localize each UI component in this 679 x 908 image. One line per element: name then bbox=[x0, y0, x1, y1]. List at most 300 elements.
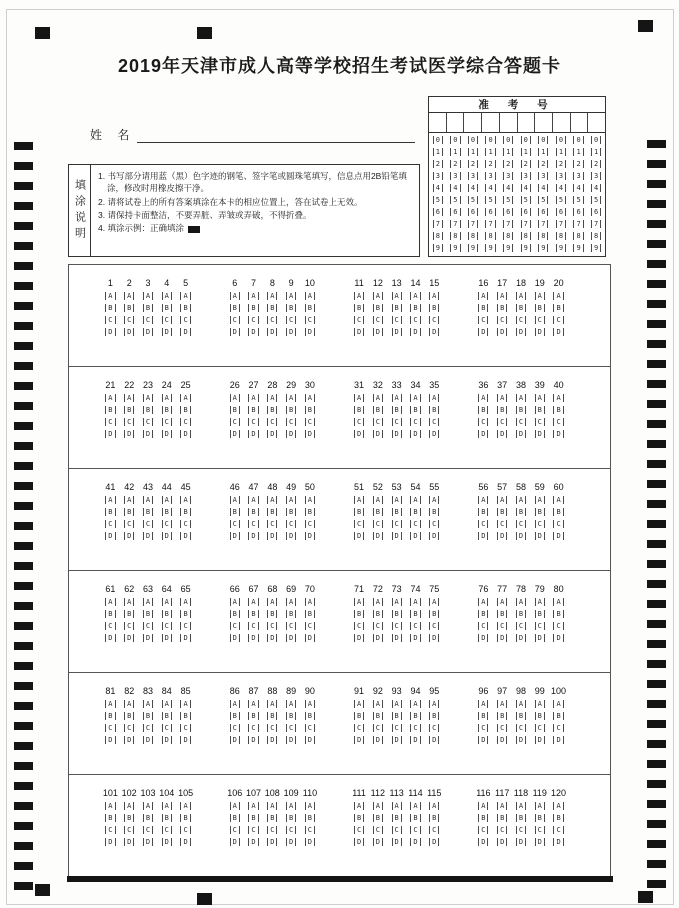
answer-bubble-q41-C[interactable]: C bbox=[105, 520, 115, 528]
answer-bubble-q72-D[interactable]: D bbox=[373, 634, 383, 642]
answer-bubble-q9-C[interactable]: C bbox=[286, 316, 296, 324]
answer-bubble-q32-D[interactable]: D bbox=[373, 430, 383, 438]
answer-bubble-q114-A[interactable]: A bbox=[410, 802, 420, 810]
answer-bubble-q30-A[interactable]: A bbox=[305, 394, 315, 402]
answer-bubble-q117-C[interactable]: C bbox=[497, 826, 507, 834]
answer-bubble-q45-B[interactable]: B bbox=[180, 508, 190, 516]
answer-bubble-q53-C[interactable]: C bbox=[392, 520, 402, 528]
answer-bubble-q17-A[interactable]: A bbox=[497, 292, 507, 300]
answer-bubble-q59-A[interactable]: A bbox=[535, 496, 545, 504]
answer-bubble-q86-A[interactable]: A bbox=[230, 700, 240, 708]
answer-bubble-q1-D[interactable]: D bbox=[105, 328, 115, 336]
admission-bubble-6[interactable]: 6 bbox=[450, 208, 460, 216]
answer-bubble-q79-D[interactable]: D bbox=[535, 634, 545, 642]
answer-bubble-q109-D[interactable]: D bbox=[286, 838, 296, 846]
answer-bubble-q84-D[interactable]: D bbox=[162, 736, 172, 744]
admission-bubble-6[interactable]: 6 bbox=[556, 208, 566, 216]
answer-bubble-q65-B[interactable]: B bbox=[180, 610, 190, 618]
answer-bubble-q70-A[interactable]: A bbox=[305, 598, 315, 606]
answer-bubble-q39-A[interactable]: A bbox=[535, 394, 545, 402]
answer-bubble-q98-C[interactable]: C bbox=[516, 724, 526, 732]
admission-bubble-1[interactable]: 1 bbox=[591, 148, 601, 156]
answer-bubble-q101-B[interactable]: B bbox=[105, 814, 115, 822]
answer-bubble-q33-A[interactable]: A bbox=[392, 394, 402, 402]
answer-bubble-q28-B[interactable]: B bbox=[267, 406, 277, 414]
answer-bubble-q64-B[interactable]: B bbox=[162, 610, 172, 618]
admission-bubble-0[interactable]: 0 bbox=[433, 136, 443, 144]
admission-bubble-9[interactable]: 9 bbox=[485, 244, 495, 252]
answer-bubble-q6-C[interactable]: C bbox=[230, 316, 240, 324]
answer-bubble-q87-D[interactable]: D bbox=[248, 736, 258, 744]
answer-bubble-q73-A[interactable]: A bbox=[392, 598, 402, 606]
answer-bubble-q83-A[interactable]: A bbox=[143, 700, 153, 708]
answer-bubble-q44-C[interactable]: C bbox=[162, 520, 172, 528]
answer-bubble-q119-B[interactable]: B bbox=[535, 814, 545, 822]
answer-bubble-q57-B[interactable]: B bbox=[497, 508, 507, 516]
answer-bubble-q41-A[interactable]: A bbox=[105, 496, 115, 504]
answer-bubble-q29-B[interactable]: B bbox=[286, 406, 296, 414]
answer-bubble-q111-A[interactable]: A bbox=[354, 802, 364, 810]
answer-bubble-q59-C[interactable]: C bbox=[535, 520, 545, 528]
answer-bubble-q100-C[interactable]: C bbox=[553, 724, 563, 732]
answer-bubble-q15-D[interactable]: D bbox=[429, 328, 439, 336]
admission-bubble-0[interactable]: 0 bbox=[468, 136, 478, 144]
answer-bubble-q76-A[interactable]: A bbox=[478, 598, 488, 606]
admission-bubble-5[interactable]: 5 bbox=[556, 196, 566, 204]
admission-bubble-4[interactable]: 4 bbox=[450, 184, 460, 192]
answer-bubble-q67-C[interactable]: C bbox=[248, 622, 258, 630]
admission-bubble-6[interactable]: 6 bbox=[503, 208, 513, 216]
answer-bubble-q106-A[interactable]: A bbox=[230, 802, 240, 810]
answer-bubble-q105-D[interactable]: D bbox=[180, 838, 190, 846]
admission-bubble-0[interactable]: 0 bbox=[503, 136, 513, 144]
answer-bubble-q51-A[interactable]: A bbox=[354, 496, 364, 504]
answer-bubble-q40-C[interactable]: C bbox=[553, 418, 563, 426]
admission-bubble-5[interactable]: 5 bbox=[591, 196, 601, 204]
answer-bubble-q94-C[interactable]: C bbox=[410, 724, 420, 732]
admission-bubble-3[interactable]: 3 bbox=[503, 172, 513, 180]
admission-bubble-8[interactable]: 8 bbox=[503, 232, 513, 240]
answer-bubble-q26-B[interactable]: B bbox=[230, 406, 240, 414]
answer-bubble-q115-C[interactable]: C bbox=[429, 826, 439, 834]
answer-bubble-q56-A[interactable]: A bbox=[478, 496, 488, 504]
answer-bubble-q89-A[interactable]: A bbox=[286, 700, 296, 708]
answer-bubble-q3-A[interactable]: A bbox=[143, 292, 153, 300]
answer-bubble-q27-B[interactable]: B bbox=[248, 406, 258, 414]
admission-bubble-1[interactable]: 1 bbox=[450, 148, 460, 156]
admission-bubble-5[interactable]: 5 bbox=[538, 196, 548, 204]
answer-bubble-q57-D[interactable]: D bbox=[497, 532, 507, 540]
answer-bubble-q1-C[interactable]: C bbox=[105, 316, 115, 324]
answer-bubble-q11-A[interactable]: A bbox=[354, 292, 364, 300]
admission-bubble-3[interactable]: 3 bbox=[433, 172, 443, 180]
answer-bubble-q103-D[interactable]: D bbox=[143, 838, 153, 846]
answer-bubble-q51-D[interactable]: D bbox=[354, 532, 364, 540]
answer-bubble-q18-B[interactable]: B bbox=[516, 304, 526, 312]
answer-bubble-q74-B[interactable]: B bbox=[410, 610, 420, 618]
answer-bubble-q50-B[interactable]: B bbox=[305, 508, 315, 516]
answer-bubble-q40-B[interactable]: B bbox=[553, 406, 563, 414]
answer-bubble-q44-A[interactable]: A bbox=[162, 496, 172, 504]
answer-bubble-q53-A[interactable]: A bbox=[392, 496, 402, 504]
answer-bubble-q69-A[interactable]: A bbox=[286, 598, 296, 606]
admission-bubble-8[interactable]: 8 bbox=[556, 232, 566, 240]
answer-bubble-q114-B[interactable]: B bbox=[410, 814, 420, 822]
answer-bubble-q6-B[interactable]: B bbox=[230, 304, 240, 312]
answer-bubble-q52-A[interactable]: A bbox=[373, 496, 383, 504]
answer-bubble-q113-A[interactable]: A bbox=[392, 802, 402, 810]
answer-bubble-q57-A[interactable]: A bbox=[497, 496, 507, 504]
admission-write-cell[interactable] bbox=[571, 113, 589, 132]
answer-bubble-q7-C[interactable]: C bbox=[248, 316, 258, 324]
answer-bubble-q99-B[interactable]: B bbox=[535, 712, 545, 720]
answer-bubble-q69-D[interactable]: D bbox=[286, 634, 296, 642]
answer-bubble-q46-B[interactable]: B bbox=[230, 508, 240, 516]
admission-bubble-9[interactable]: 9 bbox=[573, 244, 583, 252]
answer-bubble-q72-A[interactable]: A bbox=[373, 598, 383, 606]
answer-bubble-q2-B[interactable]: B bbox=[124, 304, 134, 312]
answer-bubble-q80-D[interactable]: D bbox=[553, 634, 563, 642]
answer-bubble-q66-B[interactable]: B bbox=[230, 610, 240, 618]
answer-bubble-q96-A[interactable]: A bbox=[478, 700, 488, 708]
answer-bubble-q96-B[interactable]: B bbox=[478, 712, 488, 720]
answer-bubble-q12-B[interactable]: B bbox=[373, 304, 383, 312]
admission-bubble-4[interactable]: 4 bbox=[433, 184, 443, 192]
answer-bubble-q10-D[interactable]: D bbox=[305, 328, 315, 336]
answer-bubble-q46-A[interactable]: A bbox=[230, 496, 240, 504]
answer-bubble-q91-A[interactable]: A bbox=[354, 700, 364, 708]
admission-bubble-7[interactable]: 7 bbox=[503, 220, 513, 228]
admission-write-cell[interactable] bbox=[429, 113, 447, 132]
answer-bubble-q59-D[interactable]: D bbox=[535, 532, 545, 540]
answer-bubble-q54-A[interactable]: A bbox=[410, 496, 420, 504]
answer-bubble-q14-D[interactable]: D bbox=[410, 328, 420, 336]
admission-bubble-8[interactable]: 8 bbox=[468, 232, 478, 240]
answer-bubble-q64-C[interactable]: C bbox=[162, 622, 172, 630]
answer-bubble-q78-B[interactable]: B bbox=[516, 610, 526, 618]
answer-bubble-q68-A[interactable]: A bbox=[267, 598, 277, 606]
answer-bubble-q40-A[interactable]: A bbox=[553, 394, 563, 402]
answer-bubble-q62-B[interactable]: B bbox=[124, 610, 134, 618]
answer-bubble-q68-D[interactable]: D bbox=[267, 634, 277, 642]
answer-bubble-q88-D[interactable]: D bbox=[267, 736, 277, 744]
answer-bubble-q104-B[interactable]: B bbox=[162, 814, 172, 822]
answer-bubble-q82-C[interactable]: C bbox=[124, 724, 134, 732]
answer-bubble-q70-D[interactable]: D bbox=[305, 634, 315, 642]
answer-bubble-q6-A[interactable]: A bbox=[230, 292, 240, 300]
answer-bubble-q119-C[interactable]: C bbox=[535, 826, 545, 834]
answer-bubble-q42-C[interactable]: C bbox=[124, 520, 134, 528]
admission-write-cell[interactable] bbox=[588, 113, 605, 132]
answer-bubble-q3-C[interactable]: C bbox=[143, 316, 153, 324]
answer-bubble-q77-D[interactable]: D bbox=[497, 634, 507, 642]
answer-bubble-q104-A[interactable]: A bbox=[162, 802, 172, 810]
admission-write-cell[interactable] bbox=[447, 113, 465, 132]
answer-bubble-q99-C[interactable]: C bbox=[535, 724, 545, 732]
answer-bubble-q118-C[interactable]: C bbox=[516, 826, 526, 834]
answer-bubble-q11-D[interactable]: D bbox=[354, 328, 364, 336]
answer-bubble-q36-C[interactable]: C bbox=[478, 418, 488, 426]
admission-bubble-1[interactable]: 1 bbox=[573, 148, 583, 156]
answer-bubble-q47-D[interactable]: D bbox=[248, 532, 258, 540]
admission-bubble-4[interactable]: 4 bbox=[503, 184, 513, 192]
answer-bubble-q113-C[interactable]: C bbox=[392, 826, 402, 834]
answer-bubble-q39-C[interactable]: C bbox=[535, 418, 545, 426]
answer-bubble-q64-D[interactable]: D bbox=[162, 634, 172, 642]
answer-bubble-q61-D[interactable]: D bbox=[105, 634, 115, 642]
answer-bubble-q51-B[interactable]: B bbox=[354, 508, 364, 516]
answer-bubble-q67-D[interactable]: D bbox=[248, 634, 258, 642]
answer-bubble-q5-D[interactable]: D bbox=[180, 328, 190, 336]
admission-bubble-5[interactable]: 5 bbox=[450, 196, 460, 204]
answer-bubble-q21-D[interactable]: D bbox=[105, 430, 115, 438]
answer-bubble-q47-C[interactable]: C bbox=[248, 520, 258, 528]
answer-bubble-q4-B[interactable]: B bbox=[162, 304, 172, 312]
admission-bubble-4[interactable]: 4 bbox=[573, 184, 583, 192]
answer-bubble-q93-A[interactable]: A bbox=[392, 700, 402, 708]
answer-bubble-q86-D[interactable]: D bbox=[230, 736, 240, 744]
admission-bubble-1[interactable]: 1 bbox=[521, 148, 531, 156]
answer-bubble-q80-B[interactable]: B bbox=[553, 610, 563, 618]
answer-bubble-q44-B[interactable]: B bbox=[162, 508, 172, 516]
answer-bubble-q32-B[interactable]: B bbox=[373, 406, 383, 414]
answer-bubble-q99-A[interactable]: A bbox=[535, 700, 545, 708]
answer-bubble-q29-A[interactable]: A bbox=[286, 394, 296, 402]
answer-bubble-q28-A[interactable]: A bbox=[267, 394, 277, 402]
answer-bubble-q29-C[interactable]: C bbox=[286, 418, 296, 426]
answer-bubble-q74-C[interactable]: C bbox=[410, 622, 420, 630]
answer-bubble-q30-D[interactable]: D bbox=[305, 430, 315, 438]
answer-bubble-q108-B[interactable]: B bbox=[267, 814, 277, 822]
answer-bubble-q101-A[interactable]: A bbox=[105, 802, 115, 810]
answer-bubble-q62-A[interactable]: A bbox=[124, 598, 134, 606]
answer-bubble-q37-B[interactable]: B bbox=[497, 406, 507, 414]
answer-bubble-q112-B[interactable]: B bbox=[373, 814, 383, 822]
answer-bubble-q109-B[interactable]: B bbox=[286, 814, 296, 822]
answer-bubble-q106-B[interactable]: B bbox=[230, 814, 240, 822]
admission-bubble-3[interactable]: 3 bbox=[538, 172, 548, 180]
answer-bubble-q98-A[interactable]: A bbox=[516, 700, 526, 708]
answer-bubble-q35-D[interactable]: D bbox=[429, 430, 439, 438]
answer-bubble-q115-D[interactable]: D bbox=[429, 838, 439, 846]
answer-bubble-q24-A[interactable]: A bbox=[162, 394, 172, 402]
admission-bubble-2[interactable]: 2 bbox=[556, 160, 566, 168]
answer-bubble-q55-C[interactable]: C bbox=[429, 520, 439, 528]
answer-bubble-q70-C[interactable]: C bbox=[305, 622, 315, 630]
admission-bubble-0[interactable]: 0 bbox=[450, 136, 460, 144]
answer-bubble-q103-C[interactable]: C bbox=[143, 826, 153, 834]
admission-bubble-0[interactable]: 0 bbox=[485, 136, 495, 144]
answer-bubble-q78-C[interactable]: C bbox=[516, 622, 526, 630]
answer-bubble-q90-D[interactable]: D bbox=[305, 736, 315, 744]
answer-bubble-q31-B[interactable]: B bbox=[354, 406, 364, 414]
admission-bubble-1[interactable]: 1 bbox=[485, 148, 495, 156]
answer-bubble-q25-B[interactable]: B bbox=[180, 406, 190, 414]
admission-bubble-2[interactable]: 2 bbox=[503, 160, 513, 168]
admission-write-cell[interactable] bbox=[535, 113, 553, 132]
answer-bubble-q14-C[interactable]: C bbox=[410, 316, 420, 324]
answer-bubble-q49-D[interactable]: D bbox=[286, 532, 296, 540]
admission-bubble-2[interactable]: 2 bbox=[521, 160, 531, 168]
answer-bubble-q102-B[interactable]: B bbox=[124, 814, 134, 822]
answer-bubble-q20-D[interactable]: D bbox=[553, 328, 563, 336]
admission-bubble-7[interactable]: 7 bbox=[573, 220, 583, 228]
answer-bubble-q37-D[interactable]: D bbox=[497, 430, 507, 438]
answer-bubble-q85-B[interactable]: B bbox=[180, 712, 190, 720]
answer-bubble-q62-C[interactable]: C bbox=[124, 622, 134, 630]
admission-bubble-2[interactable]: 2 bbox=[573, 160, 583, 168]
answer-bubble-q110-C[interactable]: C bbox=[305, 826, 315, 834]
admission-bubble-5[interactable]: 5 bbox=[503, 196, 513, 204]
answer-bubble-q108-A[interactable]: A bbox=[267, 802, 277, 810]
answer-bubble-q90-C[interactable]: C bbox=[305, 724, 315, 732]
answer-bubble-q77-B[interactable]: B bbox=[497, 610, 507, 618]
admission-bubble-9[interactable]: 9 bbox=[591, 244, 601, 252]
answer-bubble-q17-D[interactable]: D bbox=[497, 328, 507, 336]
answer-bubble-q34-B[interactable]: B bbox=[410, 406, 420, 414]
answer-bubble-q92-D[interactable]: D bbox=[373, 736, 383, 744]
answer-bubble-q86-B[interactable]: B bbox=[230, 712, 240, 720]
admission-bubble-5[interactable]: 5 bbox=[485, 196, 495, 204]
answer-bubble-q6-D[interactable]: D bbox=[230, 328, 240, 336]
answer-bubble-q118-B[interactable]: B bbox=[516, 814, 526, 822]
admission-bubble-8[interactable]: 8 bbox=[591, 232, 601, 240]
answer-bubble-q108-D[interactable]: D bbox=[267, 838, 277, 846]
answer-bubble-q102-C[interactable]: C bbox=[124, 826, 134, 834]
answer-bubble-q79-A[interactable]: A bbox=[535, 598, 545, 606]
answer-bubble-q91-D[interactable]: D bbox=[354, 736, 364, 744]
answer-bubble-q65-C[interactable]: C bbox=[180, 622, 190, 630]
answer-bubble-q19-A[interactable]: A bbox=[535, 292, 545, 300]
answer-bubble-q92-C[interactable]: C bbox=[373, 724, 383, 732]
answer-bubble-q72-C[interactable]: C bbox=[373, 622, 383, 630]
admission-bubble-8[interactable]: 8 bbox=[450, 232, 460, 240]
answer-bubble-q96-C[interactable]: C bbox=[478, 724, 488, 732]
admission-bubble-3[interactable]: 3 bbox=[468, 172, 478, 180]
answer-bubble-q12-A[interactable]: A bbox=[373, 292, 383, 300]
answer-bubble-q38-B[interactable]: B bbox=[516, 406, 526, 414]
answer-bubble-q47-A[interactable]: A bbox=[248, 496, 258, 504]
answer-bubble-q84-B[interactable]: B bbox=[162, 712, 172, 720]
answer-bubble-q78-D[interactable]: D bbox=[516, 634, 526, 642]
answer-bubble-q36-B[interactable]: B bbox=[478, 406, 488, 414]
answer-bubble-q120-C[interactable]: C bbox=[553, 826, 563, 834]
admission-bubble-9[interactable]: 9 bbox=[556, 244, 566, 252]
answer-bubble-q92-A[interactable]: A bbox=[373, 700, 383, 708]
answer-bubble-q36-D[interactable]: D bbox=[478, 430, 488, 438]
admission-bubble-4[interactable]: 4 bbox=[538, 184, 548, 192]
answer-bubble-q100-D[interactable]: D bbox=[553, 736, 563, 744]
admission-bubble-9[interactable]: 9 bbox=[450, 244, 460, 252]
answer-bubble-q117-D[interactable]: D bbox=[497, 838, 507, 846]
answer-bubble-q8-B[interactable]: B bbox=[267, 304, 277, 312]
answer-bubble-q95-A[interactable]: A bbox=[429, 700, 439, 708]
answer-bubble-q81-B[interactable]: B bbox=[105, 712, 115, 720]
answer-bubble-q103-A[interactable]: A bbox=[143, 802, 153, 810]
answer-bubble-q50-A[interactable]: A bbox=[305, 496, 315, 504]
admission-bubble-2[interactable]: 2 bbox=[591, 160, 601, 168]
answer-bubble-q49-C[interactable]: C bbox=[286, 520, 296, 528]
answer-bubble-q88-A[interactable]: A bbox=[267, 700, 277, 708]
answer-bubble-q69-B[interactable]: B bbox=[286, 610, 296, 618]
answer-bubble-q34-D[interactable]: D bbox=[410, 430, 420, 438]
answer-bubble-q120-B[interactable]: B bbox=[553, 814, 563, 822]
admission-bubble-9[interactable]: 9 bbox=[468, 244, 478, 252]
answer-bubble-q9-A[interactable]: A bbox=[286, 292, 296, 300]
answer-bubble-q7-B[interactable]: B bbox=[248, 304, 258, 312]
answer-bubble-q114-C[interactable]: C bbox=[410, 826, 420, 834]
answer-bubble-q46-C[interactable]: C bbox=[230, 520, 240, 528]
answer-bubble-q31-D[interactable]: D bbox=[354, 430, 364, 438]
answer-bubble-q93-D[interactable]: D bbox=[392, 736, 402, 744]
answer-bubble-q19-B[interactable]: B bbox=[535, 304, 545, 312]
answer-bubble-q39-D[interactable]: D bbox=[535, 430, 545, 438]
answer-bubble-q31-A[interactable]: A bbox=[354, 394, 364, 402]
answer-bubble-q23-D[interactable]: D bbox=[143, 430, 153, 438]
answer-bubble-q26-C[interactable]: C bbox=[230, 418, 240, 426]
answer-bubble-q82-D[interactable]: D bbox=[124, 736, 134, 744]
answer-bubble-q9-D[interactable]: D bbox=[286, 328, 296, 336]
admission-bubble-4[interactable]: 4 bbox=[591, 184, 601, 192]
answer-bubble-q35-B[interactable]: B bbox=[429, 406, 439, 414]
answer-bubble-q107-C[interactable]: C bbox=[248, 826, 258, 834]
admission-bubble-7[interactable]: 7 bbox=[485, 220, 495, 228]
answer-bubble-q3-B[interactable]: B bbox=[143, 304, 153, 312]
admission-bubble-3[interactable]: 3 bbox=[485, 172, 495, 180]
answer-bubble-q58-B[interactable]: B bbox=[516, 508, 526, 516]
answer-bubble-q96-D[interactable]: D bbox=[478, 736, 488, 744]
answer-bubble-q28-D[interactable]: D bbox=[267, 430, 277, 438]
answer-bubble-q65-A[interactable]: A bbox=[180, 598, 190, 606]
answer-bubble-q23-C[interactable]: C bbox=[143, 418, 153, 426]
answer-bubble-q21-B[interactable]: B bbox=[105, 406, 115, 414]
answer-bubble-q67-A[interactable]: A bbox=[248, 598, 258, 606]
admission-bubble-7[interactable]: 7 bbox=[433, 220, 443, 228]
answer-bubble-q110-B[interactable]: B bbox=[305, 814, 315, 822]
answer-bubble-q75-A[interactable]: A bbox=[429, 598, 439, 606]
answer-bubble-q43-C[interactable]: C bbox=[143, 520, 153, 528]
admission-bubble-8[interactable]: 8 bbox=[538, 232, 548, 240]
answer-bubble-q49-A[interactable]: A bbox=[286, 496, 296, 504]
admission-bubble-1[interactable]: 1 bbox=[538, 148, 548, 156]
answer-bubble-q95-B[interactable]: B bbox=[429, 712, 439, 720]
admission-bubble-6[interactable]: 6 bbox=[573, 208, 583, 216]
answer-bubble-q42-D[interactable]: D bbox=[124, 532, 134, 540]
answer-bubble-q97-D[interactable]: D bbox=[497, 736, 507, 744]
answer-bubble-q30-B[interactable]: B bbox=[305, 406, 315, 414]
answer-bubble-q71-D[interactable]: D bbox=[354, 634, 364, 642]
answer-bubble-q97-B[interactable]: B bbox=[497, 712, 507, 720]
answer-bubble-q27-C[interactable]: C bbox=[248, 418, 258, 426]
admission-bubble-8[interactable]: 8 bbox=[433, 232, 443, 240]
answer-bubble-q74-D[interactable]: D bbox=[410, 634, 420, 642]
answer-bubble-q60-B[interactable]: B bbox=[553, 508, 563, 516]
answer-bubble-q72-B[interactable]: B bbox=[373, 610, 383, 618]
answer-bubble-q12-D[interactable]: D bbox=[373, 328, 383, 336]
answer-bubble-q11-B[interactable]: B bbox=[354, 304, 364, 312]
answer-bubble-q68-B[interactable]: B bbox=[267, 610, 277, 618]
answer-bubble-q21-A[interactable]: A bbox=[105, 394, 115, 402]
admission-bubble-3[interactable]: 3 bbox=[573, 172, 583, 180]
answer-bubble-q114-D[interactable]: D bbox=[410, 838, 420, 846]
answer-bubble-q24-D[interactable]: D bbox=[162, 430, 172, 438]
answer-bubble-q113-B[interactable]: B bbox=[392, 814, 402, 822]
answer-bubble-q60-D[interactable]: D bbox=[553, 532, 563, 540]
answer-bubble-q80-A[interactable]: A bbox=[553, 598, 563, 606]
answer-bubble-q97-C[interactable]: C bbox=[497, 724, 507, 732]
answer-bubble-q61-A[interactable]: A bbox=[105, 598, 115, 606]
answer-bubble-q49-B[interactable]: B bbox=[286, 508, 296, 516]
